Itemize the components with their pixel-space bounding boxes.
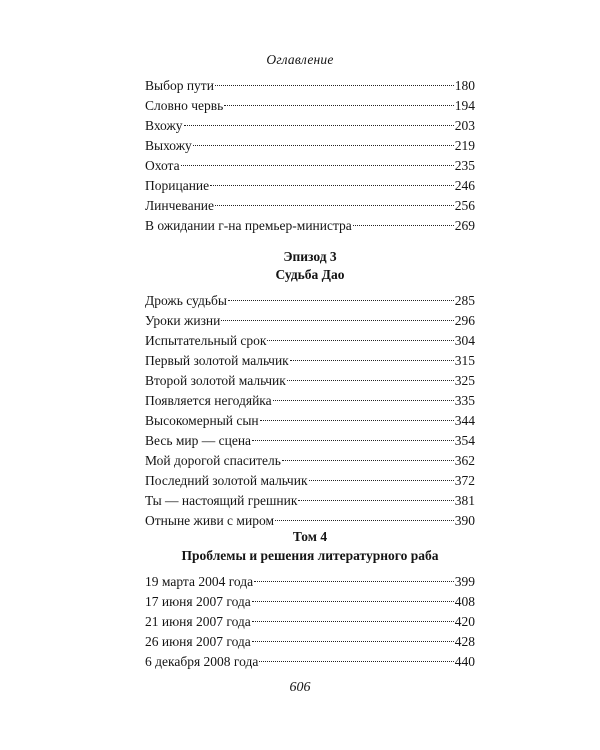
- toc-entry: [145, 136, 475, 156]
- toc-entry-page: 428: [454, 634, 475, 649]
- dot-leader: [309, 480, 454, 481]
- toc-entry-title: Появляется негодяйка: [145, 393, 272, 408]
- toc-entry-page: 219: [454, 138, 475, 153]
- toc-entry-title: Линчевание: [145, 198, 215, 213]
- toc-entry-title: 26 июня 2007 года: [145, 634, 251, 649]
- toc-entry: [145, 216, 475, 236]
- toc-entry-page: 399: [454, 574, 475, 589]
- dot-leader: [215, 85, 454, 86]
- running-head: Оглавление: [266, 52, 334, 67]
- toc-entry-title: Последний золотой мальчик: [145, 473, 308, 488]
- toc-entry-title: Испытательный срок: [145, 333, 267, 348]
- toc-entry-title: Ты — настоящий грешник: [145, 493, 298, 508]
- toc-entry-page: 269: [454, 218, 475, 233]
- toc-entry-page: 235: [454, 158, 475, 173]
- toc-entry-title: Дрожь судьбы: [145, 293, 227, 308]
- toc-entry: [145, 391, 475, 411]
- toc-entry-page: 372: [454, 473, 475, 488]
- dot-leader: [252, 621, 454, 622]
- toc-entry-title: 19 марта 2004 года: [145, 574, 254, 589]
- toc-entry: [145, 156, 475, 176]
- dot-leader: [252, 601, 454, 602]
- dot-leader: [259, 661, 453, 662]
- toc-entry-page: 296: [454, 313, 475, 328]
- dot-leader: [275, 520, 454, 521]
- dot-leader: [273, 400, 454, 401]
- toc-entry: [145, 612, 475, 632]
- toc-entry-title: 6 декабря 2008 года: [145, 654, 259, 669]
- toc-entry: [145, 471, 475, 491]
- toc-entry-title: Первый золотой мальчик: [145, 353, 289, 368]
- toc-entry: [145, 291, 475, 311]
- toc-entry-page: 180: [454, 78, 475, 93]
- dot-leader: [298, 500, 453, 501]
- toc-entry-title: Мой дорогой спаситель: [145, 453, 281, 468]
- toc-entry-page: 440: [454, 654, 475, 669]
- toc-entry: [145, 311, 475, 331]
- toc-entry-page: 390: [454, 513, 475, 528]
- toc-entry: [145, 371, 475, 391]
- dot-leader: [260, 420, 454, 421]
- dot-leader: [221, 320, 453, 321]
- toc-entry-title: 21 июня 2007 года: [145, 614, 251, 629]
- toc-entry: [145, 96, 475, 116]
- toc-entry-page: 362: [454, 453, 475, 468]
- volume-4-label: Том 4: [292, 529, 328, 544]
- toc-entry-title: В ожидании г-на премьер-министра: [145, 218, 352, 233]
- toc-entry: [145, 76, 475, 96]
- toc-entry: [145, 431, 475, 451]
- toc-entry: [145, 572, 475, 592]
- toc-entry: [145, 331, 475, 351]
- toc-entry-title: Уроки жизни: [145, 313, 221, 328]
- toc-section-1: [145, 76, 475, 236]
- dot-leader: [290, 360, 454, 361]
- dot-leader: [252, 641, 454, 642]
- dot-leader: [181, 165, 454, 166]
- dot-leader: [224, 105, 453, 106]
- toc-entry-title: Вхожу: [145, 118, 183, 133]
- toc-entry-title: Высокомерный сын: [145, 413, 259, 428]
- toc-entry-page: 381: [454, 493, 475, 508]
- toc-entry-page: 335: [454, 393, 475, 408]
- toc-entry-title: Отныне живи с миром: [145, 513, 274, 528]
- dot-leader: [353, 225, 454, 226]
- episode-3-label: Эпизод 3: [283, 249, 337, 264]
- toc-entry-title: Весь мир — сцена: [145, 433, 252, 448]
- toc-entry: [145, 652, 475, 672]
- toc-section-episode-3: [145, 291, 475, 531]
- dot-leader: [287, 380, 454, 381]
- toc-entry-title: 17 июня 2007 года: [145, 594, 251, 609]
- toc-entry: [145, 411, 475, 431]
- toc-entry: [145, 491, 475, 511]
- toc-entry-page: 194: [454, 98, 475, 113]
- dot-leader: [252, 440, 454, 441]
- dot-leader: [215, 205, 454, 206]
- toc-entry: [145, 351, 475, 371]
- dot-leader: [282, 460, 454, 461]
- toc-entry-title: Порицание: [145, 178, 210, 193]
- toc-entry-title: Словно червь: [145, 98, 224, 113]
- toc-entry-page: 246: [454, 178, 475, 193]
- toc-entry: [145, 451, 475, 471]
- toc-entry-page: 203: [454, 118, 475, 133]
- toc-entry: [145, 116, 475, 136]
- toc-entry-title: Второй золотой мальчик: [145, 373, 286, 388]
- toc-entry-page: 408: [454, 594, 475, 609]
- toc-entry-page: 315: [454, 353, 475, 368]
- toc-entry-page: 285: [454, 293, 475, 308]
- dot-leader: [228, 300, 454, 301]
- toc-entry-page: 354: [454, 433, 475, 448]
- dot-leader: [254, 581, 454, 582]
- toc-entry-page: 325: [454, 373, 475, 388]
- toc-entry: [145, 592, 475, 612]
- toc-entry-page: 304: [454, 333, 475, 348]
- toc-entry-title: Выхожу: [145, 138, 192, 153]
- toc-entry-title: Охота: [145, 158, 180, 173]
- page-number: 606: [289, 680, 311, 695]
- episode-3-subtitle: Судьба Дао: [275, 267, 345, 282]
- volume-4-subtitle: Проблемы и решения литературного раба: [181, 548, 439, 563]
- toc-entry: [145, 632, 475, 652]
- toc-entry-title: Выбор пути: [145, 78, 214, 93]
- dot-leader: [267, 340, 453, 341]
- toc-section-volume-4: [145, 572, 475, 672]
- dot-leader: [184, 125, 454, 126]
- toc-entry: [145, 196, 475, 216]
- dot-leader: [193, 145, 454, 146]
- toc-entry-page: 344: [454, 413, 475, 428]
- dot-leader: [210, 185, 454, 186]
- toc-entry-page: 256: [454, 198, 475, 213]
- toc-entry: [145, 176, 475, 196]
- toc-entry-page: 420: [454, 614, 475, 629]
